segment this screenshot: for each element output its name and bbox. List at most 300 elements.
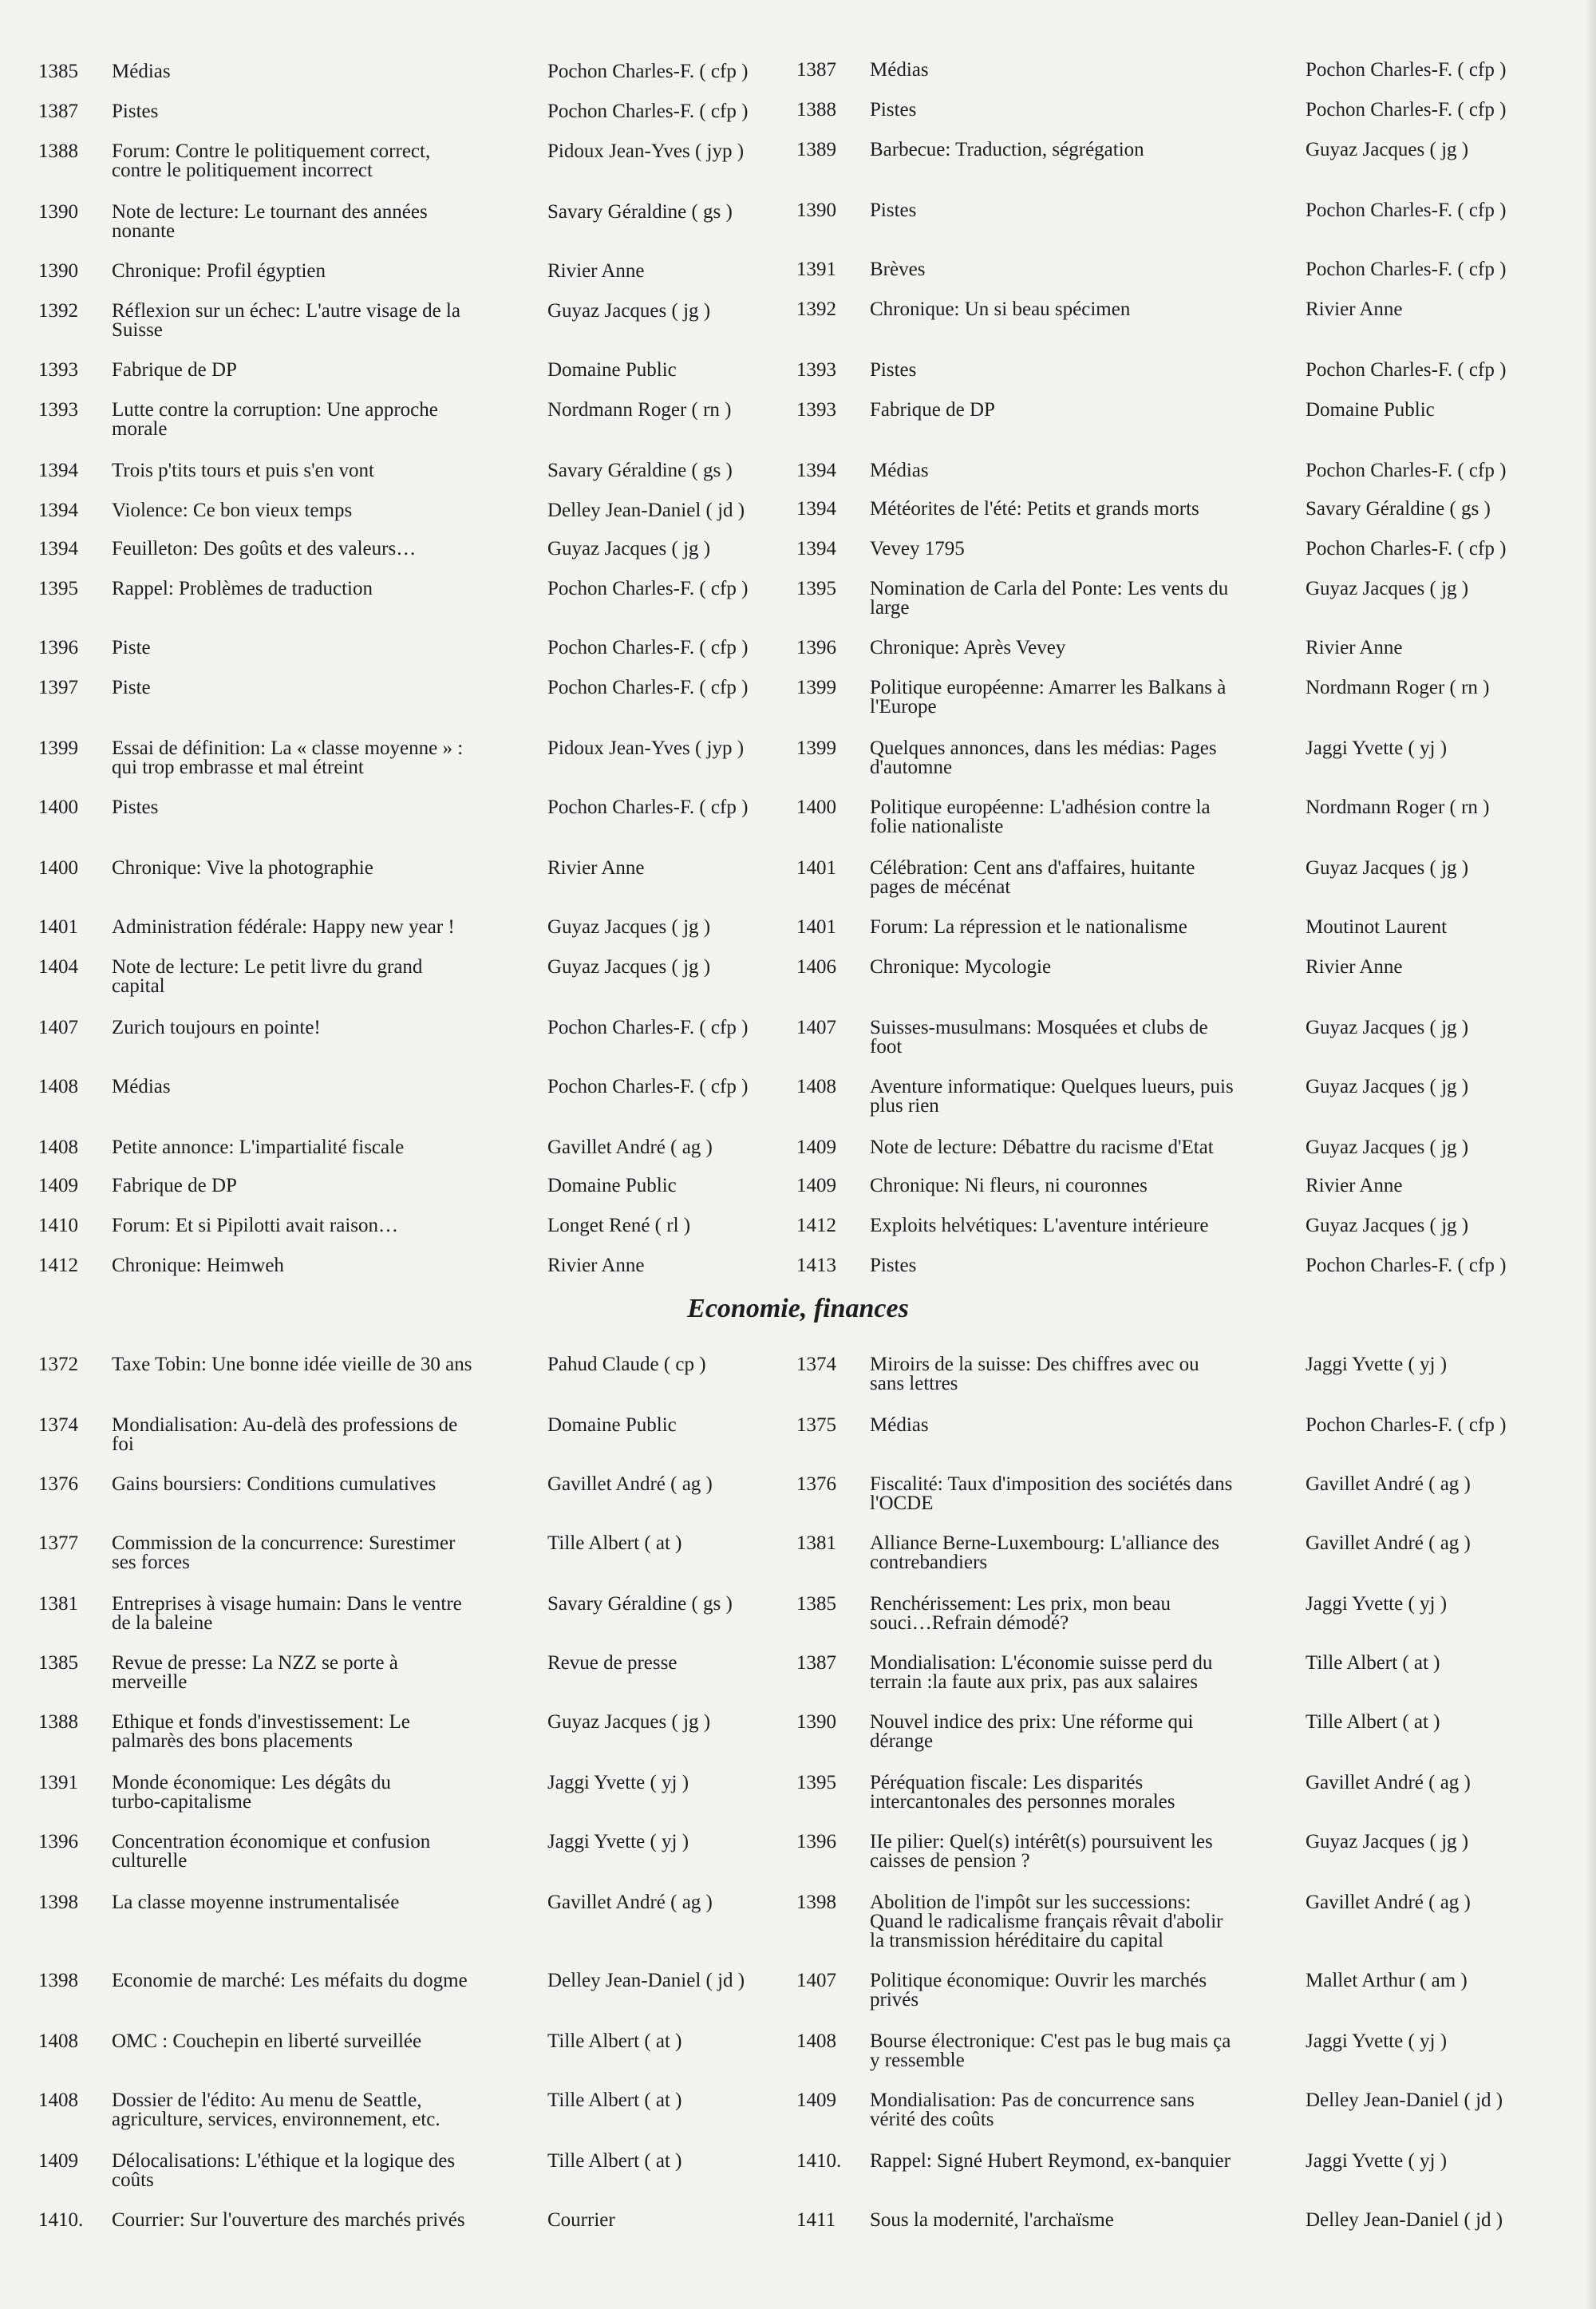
issue-number: 1395 <box>38 578 78 599</box>
article-title <box>112 2152 543 2190</box>
article-title-line: Météorites de l'été: Petits et grands morts <box>870 498 1199 520</box>
article-title-line: morale <box>112 418 168 440</box>
article-title-line: culturelle <box>112 1850 188 1872</box>
article-title-line: Entreprises à visage humain: Dans le ventre <box>112 1593 462 1615</box>
issue-number: 1410 <box>38 1215 78 1236</box>
issue-number: 1393 <box>796 359 836 381</box>
issue-number: 1400 <box>38 857 78 879</box>
article-title-line: Fiscalité: Taux d'imposition des sociétés dans <box>870 1473 1233 1495</box>
article-title <box>870 1534 1301 1572</box>
article-title <box>112 1713 543 1751</box>
article-title <box>870 579 1301 618</box>
article-author: Jaggi Yvette ( yj ) <box>1306 2150 1448 2172</box>
article-title-line: turbo-capitalisme <box>112 1791 251 1813</box>
article-author: Jaggi Yvette ( yj ) <box>1306 737 1448 759</box>
article-title-line: large <box>870 597 910 619</box>
article-title-line: Médias <box>870 1414 929 1436</box>
article-author: Guyaz Jacques ( jg ) <box>1306 1137 1469 1158</box>
issue-number: 1398 <box>38 1892 78 1913</box>
issue-number: 1385 <box>38 1652 78 1674</box>
article-title-line: ses forces <box>112 1552 190 1573</box>
issue-number: 1397 <box>38 677 78 698</box>
article-title <box>112 1595 543 1633</box>
issue-number: 1398 <box>38 1970 78 1991</box>
issue-number: 1399 <box>796 677 836 698</box>
issue-number: 1388 <box>38 1711 78 1733</box>
article-title <box>112 540 543 559</box>
article-title-line: Quelques annonces, dans les médias: Pages <box>870 737 1217 759</box>
article-title-line: Médias <box>870 59 929 81</box>
article-title-line: l'OCDE <box>870 1493 934 1514</box>
article-title-line: d'automne <box>870 757 953 778</box>
article-author: Gavillet André ( ag ) <box>547 1892 713 1913</box>
article-author: Pochon Charles-F. ( cfp ) <box>1306 1255 1507 1276</box>
article-title <box>112 579 543 599</box>
issue-number: 1394 <box>796 538 836 559</box>
article-author: Gavillet André ( ag ) <box>1306 1772 1471 1793</box>
article-author: Guyaz Jacques ( jg ) <box>1306 1215 1469 1236</box>
issue-number: 1385 <box>38 61 78 82</box>
article-author: Pochon Charles-F. ( cfp ) <box>1306 59 1507 81</box>
article-title <box>112 1654 543 1692</box>
article-title-line: Abolition de l'impôt sur les successions: <box>870 1892 1191 1913</box>
article-title <box>870 401 1301 420</box>
article-title-line: foi <box>112 1433 134 1455</box>
article-author: Rivier Anne <box>1306 1175 1403 1196</box>
article-title <box>112 1971 543 1991</box>
article-author: Delley Jean-Daniel ( jd ) <box>547 1970 745 1991</box>
issue-number: 1400 <box>796 797 836 818</box>
article-title-line: Pistes <box>870 1255 917 1276</box>
article-title-line: Pistes <box>112 797 159 818</box>
article-title <box>870 1077 1301 1116</box>
article-title <box>112 1077 543 1097</box>
article-author: Tille Albert ( at ) <box>547 2150 682 2172</box>
article-title-line: Chronique: Heimweh <box>112 1255 284 1276</box>
article-title <box>112 102 543 121</box>
article-title-line: Brèves <box>870 259 926 280</box>
article-author: Domaine Public <box>547 359 677 381</box>
article-author: Pochon Charles-F. ( cfp ) <box>1306 259 1507 280</box>
article-title-line: contrebandiers <box>870 1552 988 1573</box>
article-author: Pochon Charles-F. ( cfp ) <box>1306 538 1507 559</box>
article-title-line: Barbecue: Traduction, ségrégation <box>870 139 1144 160</box>
article-title <box>870 540 1301 559</box>
article-title <box>112 203 543 241</box>
article-title-line: Nomination de Carla del Ponte: Les vents du <box>870 578 1229 599</box>
article-title <box>112 1416 543 1454</box>
article-author: Moutinot Laurent <box>1306 916 1448 938</box>
article-title <box>112 1893 543 1912</box>
article-title-line: Quand le radicalisme français rêvait d'abolir <box>870 1911 1223 1932</box>
issue-number: 1407 <box>796 1970 836 1991</box>
issue-number: 1394 <box>796 460 836 481</box>
article-title <box>112 262 543 281</box>
article-author: Longet René ( rl ) <box>547 1215 691 1236</box>
article-title-line: Politique économique: Ouvrir les marchés <box>870 1970 1207 1991</box>
article-author: Guyaz Jacques ( jg ) <box>1306 139 1469 160</box>
article-title-line: Fabrique de DP <box>870 399 995 421</box>
article-title <box>112 2091 543 2129</box>
issue-number: 1381 <box>38 1593 78 1615</box>
issue-number: 1385 <box>796 1593 836 1615</box>
issue-number: 1393 <box>796 399 836 421</box>
article-author: Delley Jean-Daniel ( jd ) <box>1306 2090 1503 2111</box>
article-title <box>870 2032 1301 2070</box>
article-title-line: plus rien <box>870 1095 939 1117</box>
article-title-line: de la baleine <box>112 1612 213 1634</box>
article-title-line: terrain :la faute aux prix, pas aux salaires <box>870 1671 1198 1693</box>
article-title <box>870 1893 1301 1951</box>
article-author: Pochon Charles-F. ( cfp ) <box>547 797 749 818</box>
issue-number: 1399 <box>38 737 78 759</box>
article-title-line: coûts <box>112 2169 154 2191</box>
issue-number: 1408 <box>796 1076 836 1097</box>
article-author: Rivier Anne <box>1306 956 1403 978</box>
article-title-line: Rappel: Problèmes de traduction <box>112 578 373 599</box>
article-author: Pochon Charles-F. ( cfp ) <box>1306 460 1507 481</box>
article-title-line: Essai de définition: La « classe moyenne » : <box>112 737 464 759</box>
article-title <box>870 859 1301 897</box>
issue-number: 1407 <box>796 1017 836 1038</box>
issue-number: 1396 <box>796 1831 836 1852</box>
article-title-line: Fabrique de DP <box>112 1175 237 1196</box>
article-title <box>870 958 1301 977</box>
article-author: Delley Jean-Daniel ( jd ) <box>1306 2209 1503 2231</box>
section-heading: Economie, finances <box>687 1294 909 1323</box>
article-author: Tille Albert ( at ) <box>1306 1652 1440 1674</box>
article-title <box>870 500 1301 519</box>
article-title <box>112 361 543 380</box>
article-title-line: IIe pilier: Quel(s) intérêt(s) poursuivent les <box>870 1831 1213 1852</box>
article-author: Gavillet André ( ag ) <box>1306 1532 1471 1554</box>
article-title-line: Suisses-musulmans: Mosquées et clubs de <box>870 1017 1208 1038</box>
article-title-line: Péréquation fiscale: Les disparités <box>870 1772 1144 1793</box>
article-author: Savary Géraldine ( gs ) <box>547 1593 733 1615</box>
article-title <box>870 1216 1301 1236</box>
article-author: Jaggi Yvette ( yj ) <box>1306 2030 1448 2052</box>
article-title-line: Alliance Berne-Luxembourg: L'alliance des <box>870 1532 1219 1554</box>
article-title-line: Chronique: Vive la photographie <box>112 857 373 879</box>
article-title-line: Chronique: Un si beau spécimen <box>870 299 1131 320</box>
article-title-line: merveille <box>112 1671 188 1693</box>
article-title-line: Mondialisation: L'économie suisse perd du <box>870 1652 1213 1674</box>
article-title-line: Forum: Et si Pipilotti avait raison… <box>112 1215 399 1236</box>
article-title-line: dérange <box>870 1730 934 1752</box>
article-title-line: Politique européenne: Amarrer les Balkans à <box>870 677 1227 698</box>
article-title <box>870 1773 1301 1812</box>
issue-number: 1375 <box>796 1414 836 1436</box>
article-title-line: Exploits helvétiques: L'aventure intérieure <box>870 1215 1209 1236</box>
article-title <box>870 461 1301 480</box>
issue-number: 1409 <box>38 2150 78 2172</box>
article-title-line: Délocalisations: L'éthique et la logique des <box>112 2150 456 2172</box>
article-title-line: folie nationaliste <box>870 816 1004 837</box>
article-title-line: Concentration économique et confusion <box>112 1831 431 1852</box>
article-author: Guyaz Jacques ( jg ) <box>547 956 711 978</box>
issue-number: 1400 <box>38 797 78 818</box>
article-title-line: Note de lecture: Débattre du racisme d'Etat <box>870 1137 1214 1158</box>
article-author: Guyaz Jacques ( jg ) <box>547 300 711 322</box>
article-title-line: Petite annonce: L'impartialité fiscale <box>112 1137 405 1158</box>
issue-number: 1408 <box>38 1137 78 1158</box>
article-title-line: Pistes <box>870 359 917 381</box>
article-title-line: Fabrique de DP <box>112 359 237 381</box>
article-author: Savary Géraldine ( gs ) <box>1306 498 1491 520</box>
issue-number: 1398 <box>796 1892 836 1913</box>
issue-number: 1412 <box>38 1255 78 1276</box>
article-title-line: Renchérissement: Les prix, mon beau <box>870 1593 1171 1615</box>
article-author: Tille Albert ( at ) <box>547 2090 682 2111</box>
article-author: Nordmann Roger ( rn ) <box>1306 797 1490 818</box>
article-title-line: palmarès des bons placements <box>112 1730 353 1752</box>
article-title-line: Note de lecture: Le tournant des années <box>112 201 428 223</box>
issue-number: 1410. <box>38 2209 84 2231</box>
article-title <box>112 2211 543 2230</box>
article-title <box>112 1773 543 1812</box>
article-title <box>870 140 1301 160</box>
issue-number: 1376 <box>38 1473 78 1495</box>
article-author: Domaine Public <box>1306 399 1435 421</box>
article-title-line: Pistes <box>870 200 917 221</box>
article-title-line: agriculture, services, environnement, etc. <box>112 2109 440 2130</box>
issue-number: 1396 <box>38 1831 78 1852</box>
article-title <box>870 739 1301 777</box>
issue-number: 1395 <box>796 578 836 599</box>
article-title-line: privés <box>870 1989 919 2010</box>
article-title <box>870 918 1301 937</box>
article-author: Tille Albert ( at ) <box>547 2030 682 2052</box>
article-title <box>870 1475 1301 1513</box>
issue-number: 1389 <box>796 139 836 160</box>
article-title-line: Vevey 1795 <box>870 538 965 559</box>
issue-number: 1394 <box>38 538 78 559</box>
article-author: Guyaz Jacques ( jg ) <box>547 538 711 559</box>
article-title <box>112 1216 543 1236</box>
article-title <box>112 302 543 340</box>
issue-number: 1372 <box>38 1354 78 1375</box>
article-title <box>870 300 1301 319</box>
article-title <box>870 1971 1301 2010</box>
article-author: Pochon Charles-F. ( cfp ) <box>547 578 749 599</box>
article-title <box>870 361 1301 380</box>
article-author: Jaggi Yvette ( yj ) <box>1306 1593 1448 1615</box>
article-author: Guyaz Jacques ( jg ) <box>547 916 711 938</box>
article-title <box>112 1475 543 1494</box>
article-author: Jaggi Yvette ( yj ) <box>547 1772 689 1793</box>
article-title-line: Chronique: Ni fleurs, ni couronnes <box>870 1175 1148 1196</box>
article-author: Tille Albert ( at ) <box>547 1532 682 1554</box>
article-title <box>870 1018 1301 1057</box>
issue-number: 1393 <box>38 399 78 421</box>
issue-number: 1390 <box>38 201 78 223</box>
article-author: Delley Jean-Daniel ( jd ) <box>547 500 745 521</box>
article-title <box>112 142 543 180</box>
article-title-line: Taxe Tobin: Une bonne idée vieille de 30 ans <box>112 1354 472 1375</box>
article-title-line: pages de mécénat <box>870 876 1011 898</box>
article-author: Pochon Charles-F. ( cfp ) <box>1306 99 1507 121</box>
issue-number: 1381 <box>796 1532 836 1554</box>
article-author: Gavillet André ( ag ) <box>547 1473 713 1495</box>
article-author: Pochon Charles-F. ( cfp ) <box>1306 200 1507 221</box>
article-author: Domaine Public <box>547 1414 677 1436</box>
article-author: Nordmann Roger ( rn ) <box>547 399 732 421</box>
article-title-line: foot <box>870 1036 903 1058</box>
article-title-line: Suisse <box>112 319 163 341</box>
issue-number: 1392 <box>796 299 836 320</box>
article-title <box>870 1355 1301 1394</box>
article-author: Pochon Charles-F. ( cfp ) <box>547 61 749 82</box>
article-title-line: Zurich toujours en pointe! <box>112 1017 321 1038</box>
issue-number: 1391 <box>796 259 836 280</box>
article-title <box>870 61 1301 80</box>
article-author: Pochon Charles-F. ( cfp ) <box>547 677 749 698</box>
article-author: Jaggi Yvette ( yj ) <box>547 1831 689 1852</box>
article-title <box>112 1833 543 1871</box>
article-title-line: Pistes <box>112 101 159 122</box>
issue-number: 1408 <box>38 1076 78 1097</box>
article-title <box>870 1176 1301 1196</box>
article-title-line: OMC : Couchepin en liberté surveillée <box>112 2030 422 2052</box>
article-author: Rivier Anne <box>1306 637 1403 658</box>
article-title-line: Ethique et fonds d'investissement: Le <box>112 1711 410 1733</box>
article-title-line: Mondialisation: Au-delà des professions de <box>112 1414 458 1436</box>
article-title <box>870 201 1301 220</box>
issue-number: 1390 <box>796 1711 836 1733</box>
article-title-line: La classe moyenne instrumentalisée <box>112 1892 400 1913</box>
article-title-line: Note de lecture: Le petit livre du grand <box>112 956 423 978</box>
issue-number: 1409 <box>796 2090 836 2111</box>
issue-number: 1390 <box>38 260 78 282</box>
article-title-line: caisses de pension ? <box>870 1850 1030 1872</box>
issue-number: 1406 <box>796 956 836 978</box>
article-title-line: Nouvel indice des prix: Une réforme qui <box>870 1711 1194 1733</box>
issue-number: 1392 <box>38 300 78 322</box>
article-author: Revue de presse <box>547 1652 678 1674</box>
article-author: Guyaz Jacques ( jg ) <box>1306 578 1469 599</box>
article-author: Guyaz Jacques ( jg ) <box>1306 1076 1469 1097</box>
article-title-line: Gains boursiers: Conditions cumulatives <box>112 1473 437 1495</box>
article-title <box>112 62 543 81</box>
article-title <box>112 2032 543 2051</box>
article-title <box>112 798 543 817</box>
article-title <box>112 501 543 520</box>
article-author: Gavillet André ( ag ) <box>1306 1473 1471 1495</box>
article-title-line: Commission de la concurrence: Surestimer <box>112 1532 456 1554</box>
article-title-line: Rappel: Signé Hubert Reymond, ex-banquier <box>870 2150 1231 2172</box>
article-title-line: Miroirs de la suisse: Des chiffres avec ou <box>870 1354 1199 1375</box>
article-author: Gavillet André ( ag ) <box>547 1137 713 1158</box>
article-title-line: Lutte contre la corruption: Une approche <box>112 399 438 421</box>
article-author: Domaine Public <box>547 1175 677 1196</box>
article-title-line: Forum: Contre le politiquement correct, <box>112 140 431 162</box>
issue-number: 1394 <box>38 500 78 521</box>
article-title-line: Administration fédérale: Happy new year ! <box>112 916 455 938</box>
issue-number: 1390 <box>796 200 836 221</box>
issue-number: 1409 <box>796 1175 836 1196</box>
issue-number: 1404 <box>38 956 78 978</box>
article-author: Courrier <box>547 2209 615 2231</box>
article-title-line: Violence: Ce bon vieux temps <box>112 500 353 521</box>
article-title <box>870 1833 1301 1871</box>
article-author: Jaggi Yvette ( yj ) <box>1306 1354 1448 1375</box>
article-title <box>870 2091 1301 2129</box>
article-title-line: Médias <box>112 1076 171 1097</box>
article-author: Pochon Charles-F. ( cfp ) <box>547 101 749 122</box>
article-title <box>112 1018 543 1038</box>
article-author: Rivier Anne <box>547 857 645 879</box>
article-author: Pochon Charles-F. ( cfp ) <box>1306 1414 1507 1436</box>
article-title-line: vérité des coûts <box>870 2109 994 2130</box>
issue-number: 1377 <box>38 1532 78 1554</box>
article-title-line: Feuilleton: Des goûts et des valeurs… <box>112 538 417 559</box>
article-title <box>870 2152 1301 2171</box>
issue-number: 1396 <box>796 637 836 658</box>
article-author: Rivier Anne <box>547 1255 645 1276</box>
issue-number: 1399 <box>796 737 836 759</box>
article-title <box>112 918 543 937</box>
issue-number: 1412 <box>796 1215 836 1236</box>
article-author: Pochon Charles-F. ( cfp ) <box>547 1076 749 1097</box>
article-title <box>870 101 1301 120</box>
article-title <box>112 678 543 698</box>
page-edge-shadow <box>1585 0 1596 2309</box>
issue-number: 1395 <box>796 1772 836 1793</box>
article-title <box>112 1534 543 1572</box>
issue-number: 1374 <box>38 1414 78 1436</box>
issue-number: 1407 <box>38 1017 78 1038</box>
issue-number: 1413 <box>796 1255 836 1276</box>
article-title-line: souci…Refrain démodé? <box>870 1612 1069 1634</box>
article-title <box>112 739 543 777</box>
article-title <box>870 1256 1301 1275</box>
article-title-line: Mondialisation: Pas de concurrence sans <box>870 2090 1195 2111</box>
article-author: Savary Géraldine ( gs ) <box>547 460 733 481</box>
issue-number: 1396 <box>38 637 78 658</box>
article-author: Pidoux Jean-Yves ( jyp ) <box>547 140 745 162</box>
article-title-line: Courrier: Sur l'ouverture des marchés privés <box>112 2209 465 2231</box>
article-title-line: Forum: La répression et le nationalisme <box>870 916 1187 938</box>
issue-number: 1408 <box>38 2090 78 2111</box>
article-author: Mallet Arthur ( am ) <box>1306 1970 1468 1991</box>
article-title <box>112 401 543 439</box>
article-title-line: capital <box>112 975 165 997</box>
article-title <box>870 2211 1301 2230</box>
article-title <box>870 639 1301 658</box>
article-title-line: Célébration: Cent ans d'affaires, huitante <box>870 857 1195 879</box>
article-title-line: Réflexion sur un échec: L'autre visage de la <box>112 300 460 322</box>
article-author: Gavillet André ( ag ) <box>1306 1892 1471 1913</box>
article-title <box>870 678 1301 717</box>
article-author: Nordmann Roger ( rn ) <box>1306 677 1490 698</box>
article-author: Tille Albert ( at ) <box>1306 1711 1440 1733</box>
issue-number: 1376 <box>796 1473 836 1495</box>
issue-number: 1388 <box>796 99 836 121</box>
issue-number: 1401 <box>796 916 836 938</box>
issue-number: 1401 <box>38 916 78 938</box>
article-author: Pochon Charles-F. ( cfp ) <box>547 637 749 658</box>
issue-number: 1388 <box>38 140 78 162</box>
article-title-line: l'Europe <box>870 696 937 718</box>
article-title <box>112 1256 543 1275</box>
article-author: Guyaz Jacques ( jg ) <box>1306 857 1469 879</box>
article-title-line: Médias <box>112 61 171 82</box>
issue-number: 1411 <box>796 2209 836 2231</box>
article-title <box>870 1595 1301 1633</box>
article-title-line: Piste <box>112 637 151 658</box>
article-title <box>112 859 543 878</box>
article-title-line: Chronique: Après Vevey <box>870 637 1066 658</box>
